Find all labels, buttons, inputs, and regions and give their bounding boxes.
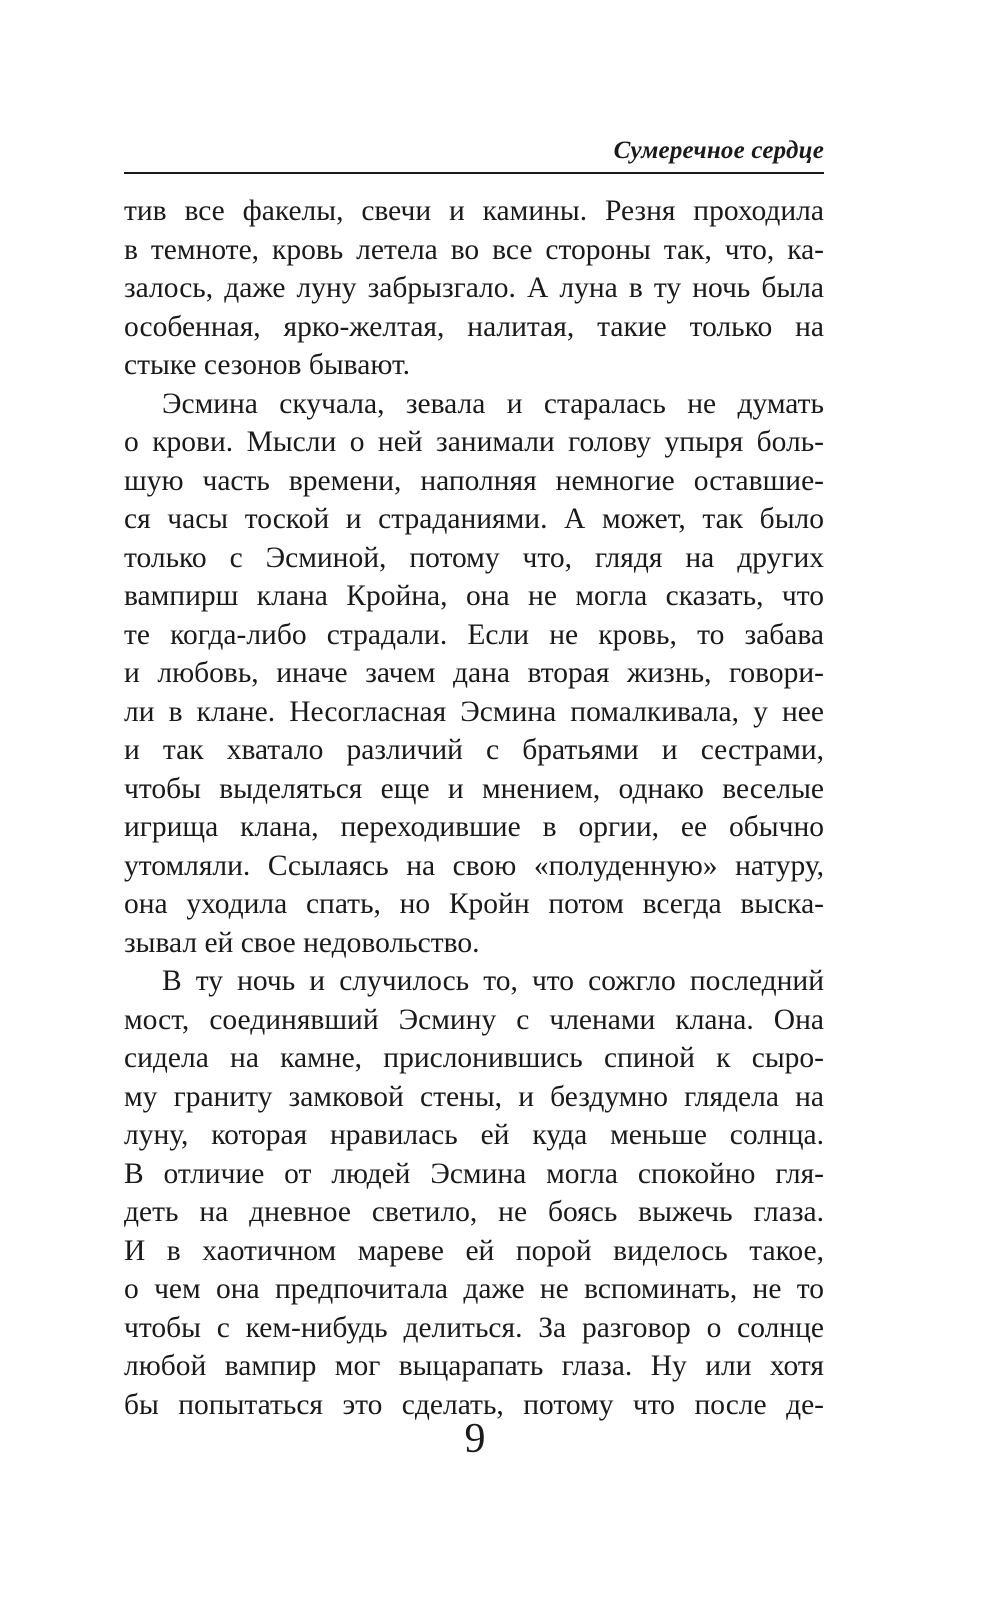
- text-line: те когда-либо страдали. Если не кровь, то забава: [124, 618, 824, 651]
- text-line: особенная, ярко-желтая, налитая, такие только на: [124, 310, 824, 343]
- text-line: в темноте, кровь летела во все стороны так, что, ка-: [124, 233, 824, 266]
- text-line: мост, соединявший Эсмину с членами клана. Она: [124, 1003, 824, 1036]
- paragraph-first-line: Эсмина скучала, зевала и старалась не думать: [162, 387, 824, 420]
- running-head: Сумеречное сердце: [613, 137, 824, 164]
- text-line: стыке сезонов бывают.: [124, 349, 411, 381]
- body-text: [124, 192, 824, 1424]
- text-line: чтобы выделяться еще и мнением, однако веселые: [124, 772, 824, 805]
- page-number: 9: [464, 1416, 486, 1462]
- text-line: залось, даже луну забрызгало. А луна в ту ночь была: [124, 272, 824, 304]
- text-line: утомляли. Ссылаясь на свою «полуденную» натуру,: [124, 849, 824, 882]
- text-line: о крови. Мысли о ней занимали голову упыря боль-: [124, 426, 824, 458]
- header-rule: [124, 172, 824, 174]
- text-line: бы попытаться это сделать, потому что после де-: [124, 1388, 824, 1421]
- text-line: любой вампир мог выцарапать глаза. Ну или хотя: [124, 1350, 824, 1382]
- text-line: тив все факелы, свечи и камины. Резня проходила: [124, 195, 824, 227]
- text-line: и так хватало различий с братьями и сестрами,: [124, 734, 824, 766]
- text-line: В отличие от людей Эсмина могла спокойно гля-: [124, 1157, 824, 1190]
- text-line: шую часть времени, наполняя немногие оставшие-: [124, 464, 824, 497]
- text-line: сидела на камне, прислонившись спиной к сыро-: [124, 1042, 824, 1074]
- text-line: зывал ей свое недовольство.: [124, 926, 480, 959]
- text-line: ся часы тоской и страданиями. А может, так было: [124, 503, 824, 535]
- text-line: о чем она предпочитала даже не вспоминать, не то: [124, 1273, 824, 1305]
- paragraph-first-line: В ту ночь и случилось то, что сожгло последний: [162, 965, 824, 997]
- text-line: чтобы с кем-нибудь делиться. За разговор о солнце: [124, 1311, 824, 1344]
- text-line: вампирш клана Кройна, она не могла сказать, что: [124, 580, 824, 612]
- text-line: ли в клане. Несогласная Эсмина помалкивала, у нее: [124, 695, 824, 728]
- text-line: игрища клана, переходившие в оргии, ее обычно: [124, 811, 824, 843]
- text-line: деть на дневное светило, не боясь выжечь глаза.: [124, 1196, 824, 1228]
- text-line: му граниту замковой стены, и бездумно глядела на: [124, 1080, 824, 1113]
- text-line: и любовь, иначе зачем дана вторая жизнь, говори-: [124, 657, 824, 689]
- text-line: она уходила спать, но Кройн потом всегда выска-: [124, 888, 824, 920]
- text-line: луну, которая нравилась ей куда меньше солнца.: [124, 1119, 824, 1151]
- text-line: только с Эсминой, потому что, глядя на других: [124, 541, 824, 574]
- text-line: И в хаотичном мареве ей порой виделось такое,: [124, 1234, 824, 1267]
